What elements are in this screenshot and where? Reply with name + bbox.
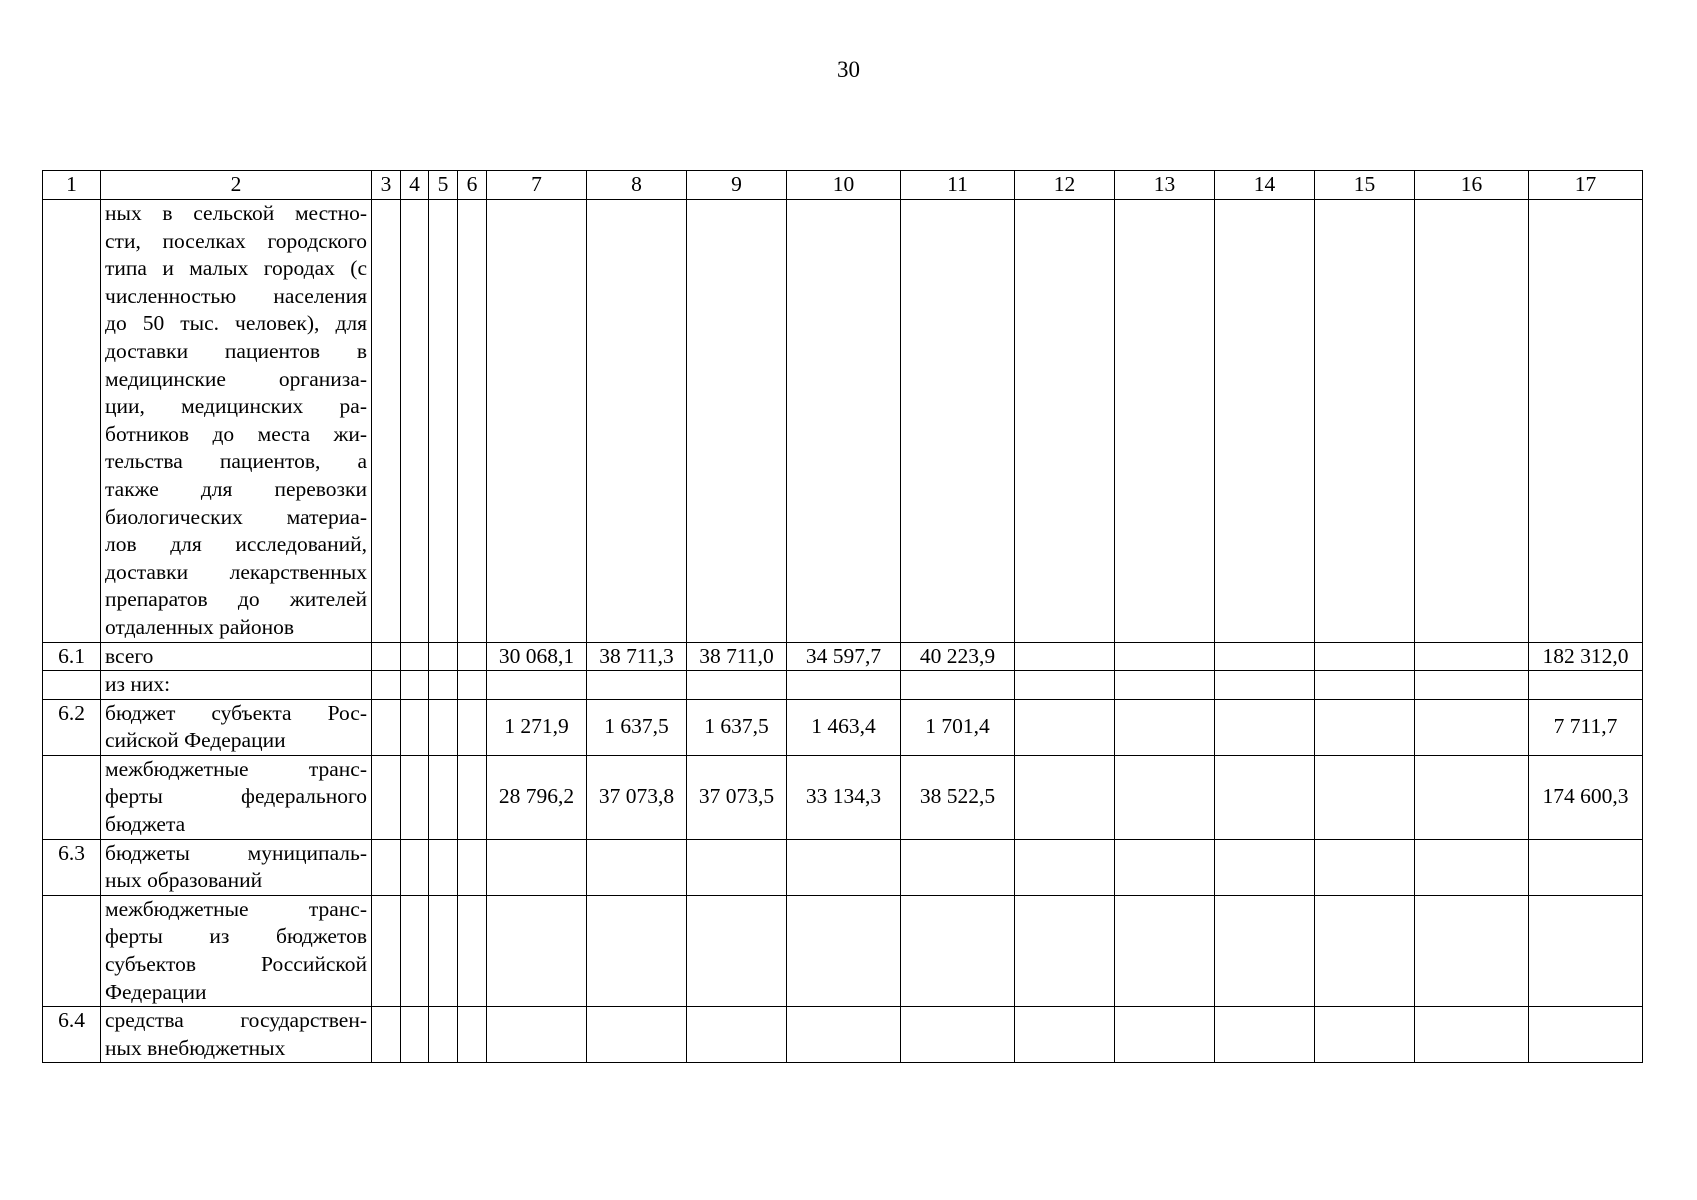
value-cell — [1115, 895, 1215, 1006]
value-cell — [1015, 839, 1115, 895]
column-header-12: 12 — [1015, 171, 1115, 200]
row-name-line: препаратов до жителей — [105, 587, 367, 612]
value-cell — [487, 671, 587, 700]
table-row — [43, 895, 1643, 1006]
value-cell — [429, 200, 458, 643]
row-name-line: ботников до места жи- — [105, 421, 367, 446]
row-name-cell — [101, 642, 372, 671]
empty-cell — [429, 895, 458, 1006]
value-cell — [1529, 200, 1643, 643]
empty-cell — [372, 699, 401, 755]
value-cell — [1315, 642, 1415, 671]
value-cell — [401, 200, 429, 643]
value-cell — [1215, 671, 1315, 700]
value-cell — [1015, 755, 1115, 839]
value-cell — [1015, 699, 1115, 755]
value-cell — [1115, 671, 1215, 700]
value-cell — [1529, 1007, 1643, 1063]
column-header-6: 6 — [458, 171, 487, 200]
empty-cell — [458, 699, 487, 755]
row-name-line: всего — [105, 643, 154, 668]
row-name-line: ции, медицинских ра- — [105, 394, 367, 419]
row-name-line: ных образований — [105, 868, 263, 893]
value-cell — [1015, 671, 1115, 700]
empty-cell — [458, 671, 487, 700]
value-cell: 28 796,2 — [487, 755, 587, 839]
row-name-line: межбюджетные транс- — [105, 756, 367, 781]
value-cell: 1 637,5 — [587, 699, 687, 755]
value-cell — [1115, 200, 1215, 643]
row-name-line: из них: — [105, 672, 171, 697]
column-header-5: 5 — [429, 171, 458, 200]
value-cell — [787, 200, 901, 643]
row-name-cell — [101, 839, 372, 895]
row-name-line: бюджет субъекта Рос- — [105, 700, 367, 725]
value-cell — [1315, 699, 1415, 755]
column-header-3: 3 — [372, 171, 401, 200]
row-name-line: лов для исследований, — [105, 532, 367, 557]
row-number-cell: 6.3 — [43, 839, 101, 895]
row-name-line: сти, поселках городского — [105, 228, 367, 253]
empty-cell — [372, 1007, 401, 1063]
value-cell — [1315, 839, 1415, 895]
row-name-line: межбюджетные транс- — [105, 896, 367, 921]
value-cell — [1315, 200, 1415, 643]
continuation-row — [43, 200, 1643, 643]
value-cell: 182 312,0 — [1529, 642, 1643, 671]
row-number-cell: 6.1 — [43, 642, 101, 671]
row-number-cell: 6.2 — [43, 699, 101, 755]
empty-cell — [458, 839, 487, 895]
empty-cell — [429, 839, 458, 895]
column-header-1: 1 — [43, 171, 101, 200]
value-cell — [901, 200, 1015, 643]
value-cell — [787, 1007, 901, 1063]
value-cell: 30 068,1 — [487, 642, 587, 671]
value-cell — [1215, 642, 1315, 671]
value-cell — [1529, 671, 1643, 700]
value-cell — [687, 839, 787, 895]
value-cell — [487, 1007, 587, 1063]
value-cell — [1315, 671, 1415, 700]
value-cell: 174 600,3 — [1529, 755, 1643, 839]
column-header-11: 11 — [901, 171, 1015, 200]
value-cell — [1215, 1007, 1315, 1063]
row-name-cell — [101, 200, 372, 643]
empty-cell — [429, 699, 458, 755]
row-name-line: субъектов Российской — [105, 952, 367, 977]
table-row — [43, 642, 1643, 671]
row-number-cell — [43, 755, 101, 839]
row-name-line: ферты из бюджетов — [105, 924, 367, 949]
table-body — [43, 171, 1643, 1063]
empty-cell — [429, 671, 458, 700]
row-name-line: бюджета — [105, 812, 186, 837]
value-cell — [587, 200, 687, 643]
row-number-cell — [43, 671, 101, 700]
table-row — [43, 671, 1643, 700]
row-number-cell: 6.4 — [43, 1007, 101, 1063]
row-name-cell — [101, 755, 372, 839]
column-header-14: 14 — [1215, 171, 1315, 200]
value-cell — [487, 839, 587, 895]
value-cell — [587, 1007, 687, 1063]
row-name-cell — [101, 699, 372, 755]
empty-cell — [458, 1007, 487, 1063]
empty-cell — [372, 755, 401, 839]
value-cell — [1315, 755, 1415, 839]
value-cell — [1415, 200, 1529, 643]
value-cell — [1415, 895, 1529, 1006]
row-name-line: средства государствен- — [105, 1008, 367, 1033]
value-cell — [687, 895, 787, 1006]
value-cell — [1015, 895, 1115, 1006]
value-cell: 40 223,9 — [901, 642, 1015, 671]
column-header-4: 4 — [401, 171, 429, 200]
value-cell — [1115, 1007, 1215, 1063]
row-name-cell — [101, 1007, 372, 1063]
row-name-line: также для перевозки — [105, 476, 367, 501]
value-cell — [687, 200, 787, 643]
value-cell — [1215, 839, 1315, 895]
row-name-line: численностью населения — [105, 283, 367, 308]
value-cell — [1315, 1007, 1415, 1063]
value-cell — [1215, 895, 1315, 1006]
value-cell — [1215, 699, 1315, 755]
empty-cell — [372, 839, 401, 895]
row-name-line: сийской Федерации — [105, 728, 286, 753]
value-cell — [901, 671, 1015, 700]
value-cell — [901, 839, 1015, 895]
row-name-line: Федерации — [105, 979, 207, 1004]
value-cell — [687, 1007, 787, 1063]
empty-cell — [372, 671, 401, 700]
empty-cell — [429, 642, 458, 671]
value-cell: 38 522,5 — [901, 755, 1015, 839]
row-name-line: типа и малых городах (с — [105, 256, 367, 281]
row-name-line: доставки пациентов в — [105, 338, 367, 363]
column-header-8: 8 — [587, 171, 687, 200]
value-cell — [587, 895, 687, 1006]
value-cell — [787, 671, 901, 700]
value-cell: 34 597,7 — [787, 642, 901, 671]
empty-cell — [401, 895, 429, 1006]
value-cell — [1529, 839, 1643, 895]
column-header-13: 13 — [1115, 171, 1215, 200]
empty-cell — [458, 642, 487, 671]
empty-cell — [458, 755, 487, 839]
row-name-line: бюджеты муниципаль- — [105, 840, 367, 865]
value-cell — [1415, 755, 1529, 839]
value-cell — [372, 200, 401, 643]
empty-cell — [372, 895, 401, 1006]
row-name-line: биологических материа- — [105, 504, 367, 529]
value-cell — [787, 895, 901, 1006]
value-cell: 1 463,4 — [787, 699, 901, 755]
row-name-line: доставки лекарственных — [105, 559, 367, 584]
value-cell — [787, 839, 901, 895]
row-name-line: тельства пациентов, а — [105, 449, 367, 474]
row-name-cell — [101, 671, 372, 700]
column-header-10: 10 — [787, 171, 901, 200]
value-cell — [687, 671, 787, 700]
table-row — [43, 755, 1643, 839]
value-cell: 7 711,7 — [1529, 699, 1643, 755]
value-cell: 1 701,4 — [901, 699, 1015, 755]
row-number-cell — [43, 895, 101, 1006]
empty-cell — [372, 642, 401, 671]
budget-table — [42, 170, 1643, 1063]
value-cell — [1315, 895, 1415, 1006]
value-cell: 38 711,0 — [687, 642, 787, 671]
row-name-line: отдаленных районов — [105, 614, 295, 639]
empty-cell — [429, 755, 458, 839]
row-name-line: до 50 тыс. человек), для — [105, 311, 367, 336]
row-name-cell — [101, 895, 372, 1006]
value-cell: 1 637,5 — [687, 699, 787, 755]
value-cell — [1415, 699, 1529, 755]
empty-cell — [401, 642, 429, 671]
value-cell — [1115, 755, 1215, 839]
empty-cell — [429, 1007, 458, 1063]
table-row — [43, 1007, 1643, 1063]
empty-cell — [401, 755, 429, 839]
value-cell — [487, 200, 587, 643]
empty-cell — [401, 671, 429, 700]
column-header-2: 2 — [101, 171, 372, 200]
column-header-9: 9 — [687, 171, 787, 200]
header-row — [43, 171, 1643, 200]
column-header-16: 16 — [1415, 171, 1529, 200]
value-cell — [1529, 895, 1643, 1006]
value-cell — [1115, 699, 1215, 755]
table-row — [43, 699, 1643, 755]
value-cell — [458, 200, 487, 643]
value-cell — [1215, 200, 1315, 643]
empty-cell — [401, 839, 429, 895]
value-cell — [901, 895, 1015, 1006]
value-cell — [1215, 755, 1315, 839]
value-cell — [1015, 200, 1115, 643]
row-name-line: медицинские организа- — [105, 366, 367, 391]
value-cell — [1015, 1007, 1115, 1063]
column-header-15: 15 — [1315, 171, 1415, 200]
value-cell: 1 271,9 — [487, 699, 587, 755]
empty-cell — [401, 1007, 429, 1063]
value-cell — [1415, 642, 1529, 671]
value-cell — [901, 1007, 1015, 1063]
row-name-line: ферты федерального — [105, 784, 367, 809]
row-number-cell — [43, 200, 101, 643]
value-cell — [1115, 642, 1215, 671]
value-cell — [587, 671, 687, 700]
value-cell — [487, 895, 587, 1006]
row-name-line: ных внебюджетных — [105, 1035, 286, 1060]
value-cell: 37 073,5 — [687, 755, 787, 839]
value-cell — [587, 839, 687, 895]
row-name-line: ных в сельской местно- — [105, 201, 367, 225]
column-header-7: 7 — [487, 171, 587, 200]
value-cell — [1115, 839, 1215, 895]
page-number: 30 — [837, 57, 860, 82]
value-cell: 33 134,3 — [787, 755, 901, 839]
empty-cell — [401, 699, 429, 755]
table-row — [43, 839, 1643, 895]
column-header-17: 17 — [1529, 171, 1643, 200]
value-cell — [1415, 839, 1529, 895]
value-cell — [1415, 671, 1529, 700]
value-cell: 38 711,3 — [587, 642, 687, 671]
value-cell — [1415, 1007, 1529, 1063]
value-cell — [1015, 642, 1115, 671]
empty-cell — [458, 895, 487, 1006]
value-cell: 37 073,8 — [587, 755, 687, 839]
